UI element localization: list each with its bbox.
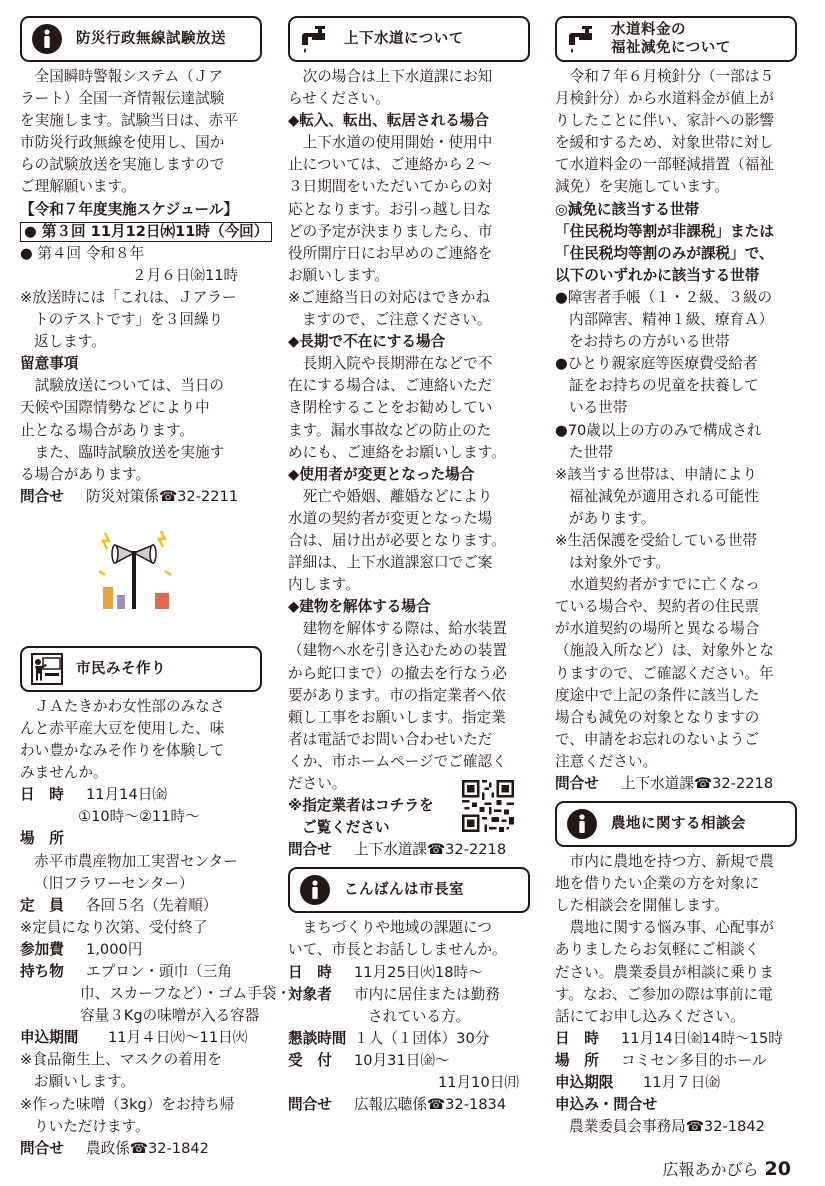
paragraph-line: らせください。: [288, 90, 390, 108]
paragraph-line: 次の場合は上下水道課にお知: [288, 68, 493, 85]
paragraph-line: 減免）を実施しています。: [555, 178, 729, 196]
paragraph-line: 試験放送については、当日の: [20, 377, 225, 395]
contact-value: 上下水道課☎32-2218: [354, 841, 507, 859]
date-label: 日 時: [555, 1029, 599, 1047]
contact-label: 問合せ: [288, 1096, 332, 1114]
paragraph-line: 度途中で上記の条件に該当した: [555, 686, 760, 704]
paragraph-line: まちづくりや地域の課題につ: [288, 919, 492, 937]
reception-value: 11月10日㈪: [438, 1074, 519, 1092]
paragraph-line: 在にする場合は、ご連絡いただ: [288, 377, 493, 395]
section-body: [20, 696, 291, 1160]
bullet-line: ●障害者手帳（１・２級、３級の: [555, 288, 773, 306]
date-label: 日 時: [20, 786, 64, 804]
page-number: 20: [764, 1158, 791, 1180]
paragraph-line: 止となる場合があります。: [20, 421, 194, 439]
note-line: お願いします。: [34, 1073, 135, 1091]
capacity-value: 各回５名（先着順）: [86, 896, 218, 914]
contact-value: 広報広聴係☎32-1834: [354, 1096, 507, 1114]
section-header-bousai: [20, 16, 262, 62]
section-header-water-fee: [555, 16, 797, 62]
talk-value: １人（１団体）30分: [354, 1029, 490, 1047]
info-icon: [298, 873, 332, 907]
subheading: ◎減免に該当する世帯: [555, 200, 700, 218]
section-body: [288, 66, 530, 861]
column-2: [288, 16, 530, 1116]
bring-label: 持ち物: [20, 963, 64, 980]
date-value: 11月25日㈫18時〜: [354, 963, 483, 981]
section-body: [288, 917, 530, 1116]
paragraph-line: 月検針分）から水道料金が値上が: [555, 90, 774, 108]
paragraph-line: ありましたらお気軽にご相談く: [555, 941, 760, 959]
qr-code-icon[interactable]: [462, 780, 514, 832]
note-line: 福祉減免が適用される可能性: [569, 487, 759, 505]
paragraph-line: 者は電話でお問い合わせいただ: [288, 730, 493, 748]
contact-label: 問合せ: [288, 841, 332, 859]
place-value: 赤平市農産物加工実習センター: [34, 852, 238, 870]
paragraph-line: （建物へ水を引き込むための装置: [288, 642, 507, 660]
apply-value: 農業委員会事務局☎32-1842: [569, 1118, 765, 1136]
fee-label: 参加費: [20, 940, 64, 958]
bullet-line: 証をお持ちの児童を扶養して: [569, 377, 759, 395]
target-value: されている方。: [368, 1007, 471, 1025]
contact-label: 問合せ: [555, 775, 599, 792]
section-title-line: 福祉減免について: [611, 40, 731, 56]
paragraph-line: どの予定が決まりましたら、市: [288, 222, 493, 240]
paragraph-line: 市防災行政無線を使用し、国か: [20, 134, 225, 152]
paragraph-line: 地を借りたい企業の方を対象に: [555, 875, 760, 893]
schedule-item: ● 第４回 令和８年: [20, 244, 145, 262]
paragraph-line: ている場合や、契約者の住民票: [555, 598, 760, 616]
info-icon: [30, 22, 64, 56]
paragraph-line: ださい。: [288, 775, 347, 792]
contact-label: 問合せ: [20, 1139, 64, 1157]
apply-label: 申込期間: [20, 1029, 79, 1047]
paragraph-line: が水道契約の場所と異なる場合: [555, 620, 760, 638]
apply-label: 申込み・問合せ: [555, 1096, 658, 1114]
date-value: 11月14日㈮14時〜15時: [621, 1029, 783, 1047]
paragraph-line: から蛇口まで）の撤去を行なう必: [288, 664, 507, 682]
section-body: [20, 66, 269, 508]
paragraph-line: 場合も減免の対象となりますの: [555, 708, 760, 726]
bullet-line: をお持ちの方がいる世帯: [569, 333, 730, 351]
paragraph-line: を緩和するため、対象世帯に対し: [555, 134, 774, 152]
section-title: [611, 21, 731, 57]
paragraph-line: 市内に農地を持つ方、新規で農: [555, 853, 774, 871]
paragraph-line: 止については、ご連絡から２〜: [288, 156, 493, 174]
paragraph-line: 水道の契約者が変更となった場: [288, 509, 493, 527]
paragraph-line: 農地に関する悩み事、心配事が: [555, 919, 774, 937]
paragraph-line: ます。漏水事故などの防止のた: [288, 421, 492, 439]
bullet-line: ●70歳以上の方のみで構成され: [555, 421, 762, 439]
bring-value: エプロン・頭巾（三角: [86, 963, 232, 980]
note-line: があります。: [569, 509, 656, 527]
contact-line: [20, 486, 262, 508]
paragraph-line: 頼し工事をお願いします。指定業: [288, 708, 506, 726]
place-value: コミセン多目的ホール: [621, 1051, 767, 1069]
section-title: 農地に関する相談会: [611, 816, 746, 833]
paragraph-line: わい豊かなみそ作りを体験して: [20, 742, 225, 760]
fee-value: 1,000円: [86, 940, 143, 958]
publication-name: 広報あかびら: [662, 1160, 759, 1179]
place-value: （旧フラワーセンター）: [34, 874, 194, 892]
paragraph-line: 全国瞬時警報システム（Ｊア: [20, 68, 223, 85]
subheading: ◆使用者が変更となった場合: [288, 465, 475, 483]
section-header-mayor: [288, 867, 530, 913]
paragraph-line: 上下水道の使用開始・使用中: [288, 134, 493, 152]
target-value: 市内に居住または勤務: [354, 985, 500, 1003]
subheading: 「住民税均等割のみが課税」で、: [555, 244, 774, 262]
section-title: 防災行政無線試験放送: [76, 30, 226, 47]
paragraph-line: す。なお、ご参加の際は事前に電: [555, 985, 773, 1003]
note-line: りいただけます。: [34, 1117, 150, 1135]
paragraph-line: 建物を解体する際は、給水装置: [288, 620, 507, 638]
schedule-current: ● 第３回 11月12日㈬11時（今回）: [20, 222, 272, 242]
note-line: ※指定業者はコチラを: [288, 797, 434, 815]
note-line: ※定員になり次第、受付終了: [20, 918, 208, 936]
paragraph-line: ＪＡたきかわ女性部のみなさ: [20, 697, 225, 715]
paragraph-line: て水道料金の一部軽減措置（福祉: [555, 156, 774, 174]
capacity-label: 定 員: [20, 896, 64, 914]
note-line: ※該当する世帯は、申請により: [555, 465, 757, 483]
bullet-line: いる世帯: [569, 399, 628, 417]
caution-heading: 留意事項: [20, 355, 79, 373]
place-label: 場 所: [20, 830, 64, 848]
paragraph-line: りますので、ご確認ください。年: [555, 664, 774, 682]
date-value: 11月14日㈮: [86, 786, 167, 804]
contact-value: 農政係☎32-1842: [86, 1139, 209, 1157]
paragraph-line: る場合があります。: [20, 465, 151, 483]
section-title: 上下水道について: [344, 30, 464, 47]
deadline-label: 申込期限: [555, 1074, 614, 1092]
subheading: 「住民税均等割が非課税」または: [555, 222, 774, 240]
subheading: ◆転入、転出、転居される場合: [288, 112, 489, 130]
reception-label: 受 付: [288, 1051, 332, 1069]
paragraph-line: 役所開庁日にお早めのご連絡を: [288, 244, 493, 262]
paragraph-line: いて、市長とお話ししませんか。: [288, 941, 507, 959]
bring-value: 容量３Kgの味噌が入る容器: [80, 1007, 260, 1025]
section-title: 市民みそ作り: [76, 660, 166, 677]
schedule-heading: 【令和７年度実施スケジュール】: [20, 200, 239, 218]
paragraph-line: んと赤平産大豆を使用した、味: [20, 719, 225, 737]
paragraph-line: 話にてお申し込みください。: [555, 1007, 745, 1025]
paragraph-line: くか、市ホームページでご確認く: [288, 752, 507, 770]
date-value: ①10時〜②11時〜: [78, 808, 200, 826]
target-label: 対象者: [288, 985, 332, 1003]
contact-label: 問合せ: [20, 487, 64, 505]
paragraph-line: お願いします。: [288, 266, 389, 284]
section-title: こんばんは市長室: [344, 882, 464, 899]
paragraph-line: 死亡や婚姻、離婚などにより: [288, 487, 493, 505]
paragraph-line: 令和７年６月検針分（一部は５: [555, 68, 774, 85]
section-title-line: 水道料金の: [611, 21, 686, 38]
deadline-value: 11月７日㈮: [643, 1074, 720, 1092]
paragraph-line: ３日期間をいただいてからの対: [288, 178, 493, 196]
paragraph-line: めにも、ご連絡をお願いします。: [288, 443, 506, 461]
paragraph-line: を実施します。試験当日は、赤平: [20, 112, 238, 130]
reception-value: 10月31日㈮〜: [354, 1051, 450, 1069]
note-line: ご覧ください: [302, 819, 390, 837]
paragraph-line: りしたことに伴い、家計への影響: [555, 112, 774, 130]
faucet-icon: [298, 22, 332, 56]
paragraph-line: 応となります。お引っ越し日な: [288, 200, 492, 218]
note-line: ※生活保護を受給している世帯: [555, 531, 757, 549]
section-body: [555, 66, 797, 795]
apply-value: 11月４日㈫〜11日㈫: [108, 1029, 248, 1047]
paragraph-line: 水道契約者がすでに亡くなっ: [555, 576, 760, 594]
paragraph-line: 内します。: [288, 576, 360, 594]
date-label: 日 時: [288, 963, 332, 981]
bullet-line: 内部障害、精神１級、療育Ａ）: [569, 311, 774, 329]
page-footer: [663, 1157, 791, 1180]
subheading: ◆建物を解体する場合: [288, 598, 431, 616]
paragraph-line: した相談会を開催します。: [555, 897, 729, 915]
paragraph-line: ださい。農業委員が相談に乗りま: [555, 963, 774, 981]
faucet-icon: [565, 22, 599, 56]
paragraph-line: ラート）全国一斉情報伝達試験: [20, 90, 225, 108]
paragraph-line: （施設入所など）は、対象外とな: [555, 642, 774, 660]
note-line: ※ご連絡当日の対応はできかね: [288, 288, 490, 306]
schedule-item-date: ２月６日㈮11時: [132, 266, 239, 284]
paragraph-line: 要があります。市の指定業者へ依: [288, 686, 506, 704]
bullet-line: ●ひとり親家庭等医療費受給者: [555, 355, 758, 373]
paragraph-line: き閉栓することをお勧めしてい: [288, 399, 493, 417]
info-icon: [565, 807, 599, 841]
teacher-icon: [30, 652, 64, 686]
loudspeaker-illustration: [95, 527, 175, 609]
section-header-farmland: [555, 801, 797, 847]
note-line: ※放送時には「これは、Ｊアラー: [20, 288, 237, 306]
paragraph-line: 注意ください。: [555, 752, 658, 770]
note-line: トのテストです」を３回繰り: [34, 311, 224, 329]
paragraph-line: らの試験放送を実施しますので: [20, 156, 225, 174]
bring-value: 巾、スカーフなど）・ゴム手袋・: [80, 985, 291, 1003]
note-line: ますので、ご注意ください。: [302, 311, 492, 329]
subheading: ◆長期で不在にする場合: [288, 333, 446, 351]
paragraph-line: 合は、届け出が必要となります。: [288, 531, 506, 549]
paragraph-line: で、申請をお忘れのないようご: [555, 730, 760, 748]
contact-value: 上下水道課☎32-2218: [621, 775, 774, 792]
note-line: ※作った味噌（3kg）をお持ち帰: [20, 1095, 235, 1113]
paragraph-line: 天候や国際情勢などにより中: [20, 399, 210, 417]
talk-label: 懇談時間: [288, 1029, 347, 1047]
bullet-line: た世帯: [569, 443, 613, 461]
paragraph-line: みませんか。: [20, 764, 108, 782]
paragraph-line: ご理解願います。: [20, 178, 136, 196]
contact-value: 防災対策係☎32-2211: [86, 487, 239, 505]
place-label: 場 所: [555, 1051, 599, 1069]
section-body: [555, 851, 797, 1138]
note-line: は対象外です。: [569, 554, 670, 572]
note-line: ※食品衛生上、マスクの着用を: [20, 1051, 222, 1069]
note-line: 返します。: [34, 333, 106, 351]
paragraph-line: また、臨時試験放送を実施す: [20, 443, 225, 461]
paragraph-line: 詳細は、上下水道課窓口でご案: [288, 554, 493, 572]
column-3: [555, 16, 797, 1138]
subheading: 以下のいずれかに該当する世帯: [555, 266, 760, 284]
section-header-water: [288, 16, 530, 62]
paragraph-line: 長期入院や長期滞在などで不: [288, 355, 493, 373]
section-header-miso: [20, 646, 262, 692]
